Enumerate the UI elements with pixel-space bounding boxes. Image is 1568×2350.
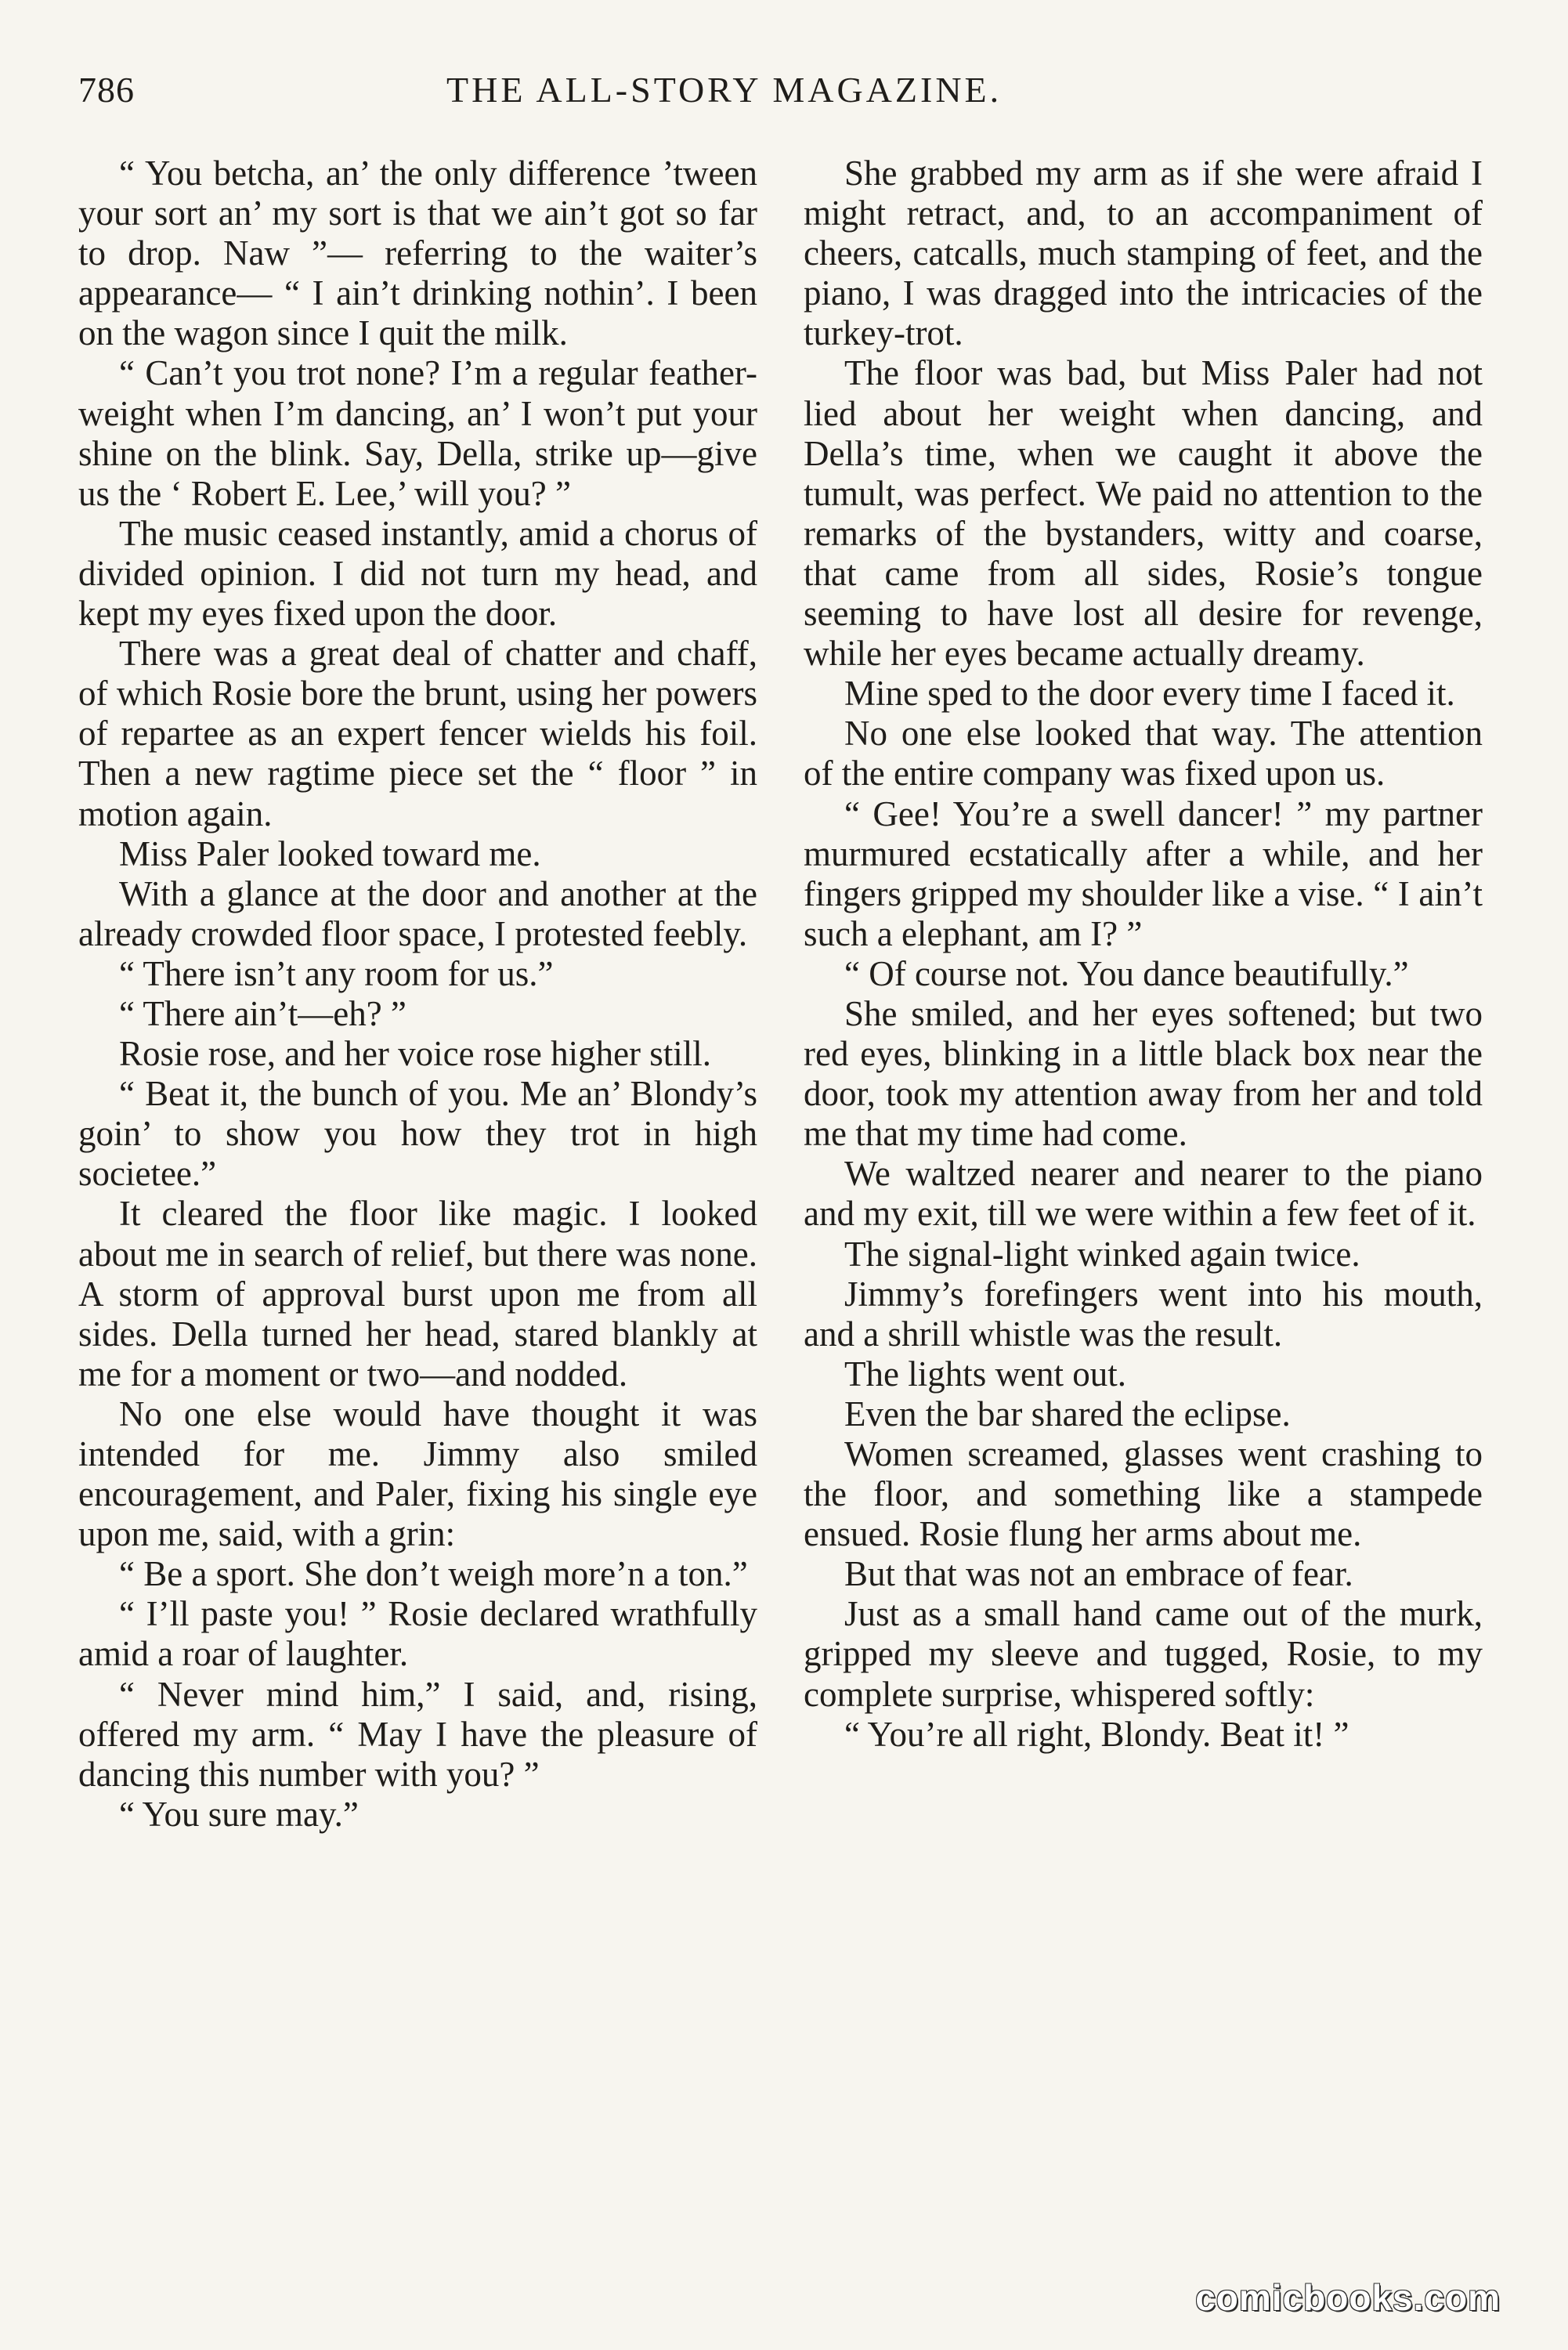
paragraph: Mine sped to the door every time I faced it. xyxy=(844,674,1455,714)
paragraph: “ Never mind him,” I said, and, rising, offered my arm. “ May I have the pleasure of dancing this number with you? ” xyxy=(78,1674,757,1794)
paragraph: No one else looked that way. The attention of the entire company was fixed upon us. xyxy=(804,714,1483,794)
paragraph: The lights went out. xyxy=(844,1354,1126,1394)
paragraph: “ There ain’t—eh? ” xyxy=(119,993,406,1033)
paragraph: “ Be a sport. She don’t weigh more’n a ton.” xyxy=(119,1554,748,1594)
paragraph: The music ceased instantly, amid a chorus of divided opinion. I did not turn my head, and kept my eyes fixed upon the door. xyxy=(78,513,757,634)
paragraph: “ You betcha, an’ the only difference ’tween your sort an’ my sort is that we ain’t got so far to drop. Naw ”— referring to the waiter’s appearance— “ I ain’t drinking nothin’. I been on the wagon since I quit the milk. xyxy=(78,154,757,353)
page-header xyxy=(78,69,1490,124)
paragraph: “ There isn’t any room for us.” xyxy=(119,953,554,993)
right-column xyxy=(804,154,1483,1755)
paragraph: Women screamed, glasses went crashing to the floor, and something like a stampede ensued. Rosie flung her arms about me. xyxy=(804,1434,1483,1554)
paragraph: “ Gee! You’re a swell dancer! ” my partner murmured ecstatically after a while, and her fingers gripped my shoulder like a vise. “ I ain’t such a elephant, am I? ” xyxy=(804,794,1483,953)
paragraph: No one else would have thought it was intended for me. Jimmy also smiled encouragement, and Paler, fixing his single eye upon me, said, with a grin: xyxy=(78,1394,757,1554)
paragraph: Jimmy’s forefingers went into his mouth, and a shrill whistle was the result. xyxy=(804,1274,1483,1354)
paragraph: “ Of course not. You dance beautifully.” xyxy=(844,953,1409,993)
paragraph: Just as a small hand came out of the murk, gripped my sleeve and tugged, Rosie, to my complete surprise, whispered softly: xyxy=(804,1594,1483,1714)
paragraph: “ You sure may.” xyxy=(119,1794,359,1834)
page-number: 786 xyxy=(78,70,135,110)
running-head: THE ALL-STORY MAGAZINE. xyxy=(446,70,1003,110)
paragraph: She grabbed my arm as if she were afraid I might retract, and, to an accompaniment of cheers, catcalls, much stamping of feet, and the piano, I was dragged into the intricacies of the turkey-trot. xyxy=(804,154,1483,353)
paragraph: But that was not an embrace of fear. xyxy=(844,1554,1353,1594)
paragraph: “ You’re all right, Blondy. Beat it! ” xyxy=(844,1714,1349,1754)
paragraph: She smiled, and her eyes softened; but two red eyes, blinking in a little black box near the door, took my attention away from her and told me that my time had come. xyxy=(804,993,1483,1154)
left-column xyxy=(78,154,757,1835)
paragraph: “ Can’t you trot none? I’m a regular feather-weight when I’m dancing, an’ I won’t put your shine on the blink. Say, Della, strike up—give us the ‘ Robert E. Lee,’ will you? ” xyxy=(78,353,757,513)
paragraph: It cleared the floor like magic. I looked about me in search of relief, but there was none. A storm of approval burst upon me from all sides. Della turned her head, stared blankly at me for a moment or two—and nodded. xyxy=(78,1194,757,1394)
paragraph: Even the bar shared the eclipse. xyxy=(844,1394,1291,1434)
paragraph: “ Beat it, the bunch of you. Me an’ Blondy’s goin’ to show you how they trot in high societee.” xyxy=(78,1074,757,1194)
paragraph: The floor was bad, but Miss Paler had not lied about her weight when dancing, and Della’s time, when we caught it above the tumult, was perfect. We paid no attention to the remarks of the bystanders, witty and coarse, that came from all sides, Rosie’s tongue seeming to have lost all desire for revenge, while her eyes became actually dreamy. xyxy=(804,353,1483,674)
paragraph: We waltzed nearer and nearer to the piano and my exit, till we were within a few feet of it. xyxy=(804,1154,1483,1234)
paragraph: There was a great deal of chatter and chaff, of which Rosie bore the brunt, using her powers of repartee as an expert fencer wields his foil. Then a new ragtime piece set the “ floor ” in motion again. xyxy=(78,634,757,833)
paragraph: The signal-light winked again twice. xyxy=(844,1234,1360,1274)
paragraph: “ I’ll paste you! ” Rosie declared wrathfully amid a roar of laughter. xyxy=(78,1594,757,1674)
paragraph: With a glance at the door and another at the already crowded floor space, I protested feebly. xyxy=(78,873,757,953)
watermark-logo: comicbooks.com xyxy=(1195,2277,1501,2318)
paragraph: Rosie rose, and her voice rose higher still. xyxy=(119,1034,712,1074)
paragraph: Miss Paler looked toward me. xyxy=(119,833,541,873)
